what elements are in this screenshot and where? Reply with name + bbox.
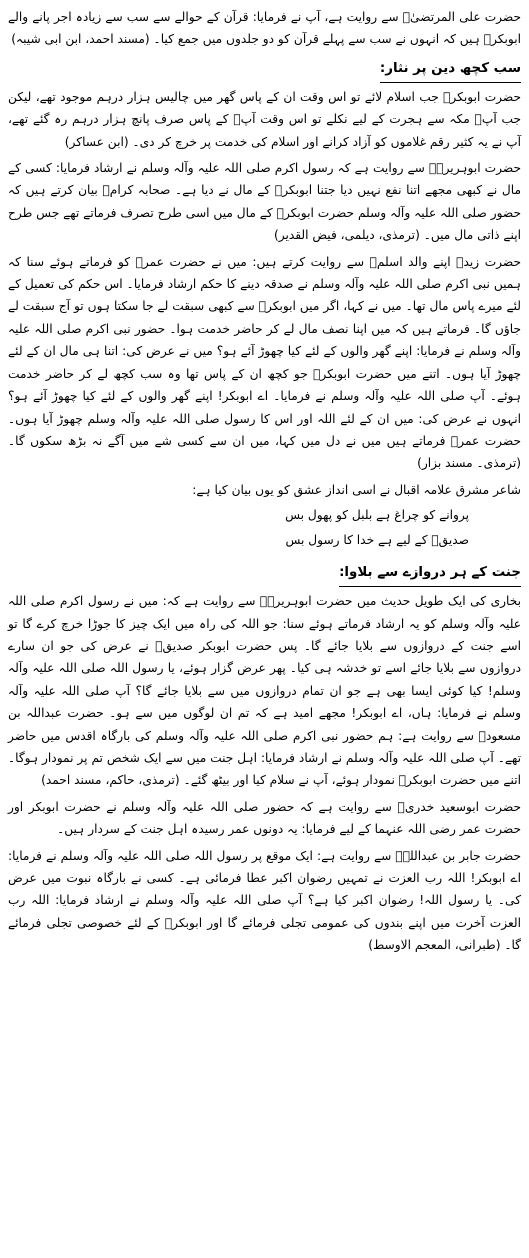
- section-heading-sacrifice: سب کچھ دین پر نثار:: [380, 57, 521, 83]
- paragraph-bukhari-gates: بخاری کی ایک طویل حدیث میں حضرت ابوہریرہؓ سے روایت ہے کہ: میں نے رسول اکرم صلی اللہ علیہ وآلہ وسلم کو یہ ارشاد فرماتے ہوئے سنا: جو اللہ کی راہ میں ایک چیز کا جوڑا خرچ کرے گا تو اسے جنت کے دروازوں سے بلایا جائے گا۔ پس حضرت ابوبکر صدیقؓ نے عرض کی جو ان سارے دروازوں سے بلایا جائے اسے تو خدشہ ہی کیا۔ پھر عرض گزار ہوئے، یا رسول اللہ صلی اللہ علیہ وآلہ وسلم! کیا کوئی ایسا بھی ہے جو ان تمام دروازوں میں سے بلایا جائے گا؟ آپ صلی اللہ علیہ وآلہ وسلم نے فرمایا: ہاں، اے ابوبکر! مجھے امید ہے کہ تم ان لوگوں میں سے ہو۔ حضرت عبداللہ بن مسعودؓ سے روایت ہے: ہم حضور نبی اکرم صلی اللہ علیہ وآلہ وسلم کی بارگاہ اقدس میں حاضر تھے۔ آپ صلی اللہ علیہ وآلہ وسلم نے ارشاد فرمایا: اہل جنت میں سے ایک شخص تم پر نمودار ہوگا۔ اتنے میں حضرت ابوبکرؓ نمودار ہوئے، آپ نے سلام کیا اور بیٹھ گئے۔ (ترمذی، حاکم، مسند احمد): [8, 594, 521, 788]
- paragraph-ali-quran: حضرت علی المرتضیٰؓ سے روایت ہے، آپ نے فرمایا: قرآن کے حوالے سے سب سے زیادہ اجر پانے والے ابوبکرؓ ہیں کہ انہوں نے سب سے پہلے قرآن کو دو جلدوں میں جمع کیا۔ (مسند احمد، ابن ابی شیبہ): [8, 10, 521, 47]
- paragraph-abu-saeed: حضرت ابوسعید خدریؓ سے روایت ہے کہ حضور صلی اللہ علیہ وآلہ وسلم نے حضرت ابوبکر اور حضرت عمر رضی اللہ عنہما کے لیے فرمایا: یہ دونوں عمر رسیدہ اہل جنت کے سردار ہیں۔: [8, 799, 521, 837]
- section-heading-paradise-gates: جنت کے ہر دروازے سے بلاوا:: [339, 561, 521, 587]
- section-sacrifice: [8, 55, 521, 553]
- poem-line-2: صدیقؓ کے لیے ہے خدا کا رسول بس: [285, 533, 469, 548]
- paragraph-abu-hurairah-wealth: حضرت ابوہریرہؓ سے روایت ہے کہ رسول اکرم صلی اللہ علیہ وآلہ وسلم نے ارشاد فرمایا: کسی کے مال نے کبھی مجھے اتنا نفع نہیں دیا جتنا ابوبکرؓ کے مال نے دیا ہے۔ صحابہ کرامؓ بیان کرتے ہیں کہ حضور صلی اللہ علیہ وآلہ وسلم حضرت ابوبکرؓ کے مال میں اسی طرح تصرف فرماتے تھے جس طرح اپنے ذاتی مال میں۔ (ترمذی، دیلمی، فیض القدیر): [8, 161, 521, 243]
- paragraph-wealth: حضرت ابوبکرؓ جب اسلام لائے تو اس وقت ان کے پاس گھر میں چالیس ہزار درہم موجود تھے، لیکن جب آپؓ مکہ سے ہجرت کے لیے نکلے تو اس وقت آپؓ کے پاس صرف پانچ ہزار درہم رہ گئے تھے، آپ نے یہ کثیر رقم غلاموں کو آزاد کرانے اور اسلام کی خدمت پر خرچ کر دی۔ (ابن عساکر): [8, 89, 521, 149]
- poem-intro: شاعر مشرق علامہ اقبال نے اسی انداز عشق کو یوں بیان کیا ہے:: [192, 482, 521, 497]
- poem-couplet: [8, 503, 469, 553]
- section-paradise-gates: [8, 559, 521, 957]
- paragraph-umar-charity: حضرت زیدؓ اپنے والد اسلمؓ سے روایت کرتے ہیں: میں نے حضرت عمرؓ کو فرماتے ہوئے سنا کہ ہمیں نبی اکرم صلی اللہ علیہ وآلہ وسلم نے صدقہ دینے کا حکم ارشاد فرمایا۔ اس حکم کی تعمیل کے لئے میرے پاس مال تھا۔ میں نے کہا، اگر میں ابوبکرؓ سے کبھی سبقت لے جا سکتا ہوں تو آج سبقت لے جاؤں گا۔ فرماتے ہیں کہ میں اپنا نصف مال لے کر حاضر خدمت ہوا۔ حضور نبی اکرم صلی اللہ علیہ وآلہ وسلم نے فرمایا: اپنے گھر والوں کے لئے کیا چھوڑ آئے ہو؟ میں نے عرض کی: اتنا ہی مال ان کے لئے چھوڑ آیا ہوں۔ اتنے میں حضرت ابوبکرؓ جو کچھ ان کے پاس تھا وہ سب کچھ لے کر حاضر خدمت ہوئے۔ آپ صلی اللہ علیہ وآلہ وسلم نے فرمایا۔ اے ابوبکر! اپنے گھر والوں کے لئے کیا چھوڑ آئے ہو؟ انہوں نے عرض کی: میں ان کے لئے اللہ اور اس کا رسول صلی اللہ علیہ وآلہ وسلم چھوڑ آیا ہوں۔ حضرت عمرؓ فرماتے ہیں میں نے دل میں کہا، میں ان سے کسی شے میں آگے نہ بڑھ سکوں گا۔ (ترمذی۔ مسند بزار): [8, 254, 521, 471]
- poem-line-1: پروانے کو چراغ ہے بلبل کو پھول بس: [285, 508, 469, 523]
- paragraph-jabir-ridwan: حضرت جابر بن عبداللہؓ سے روایت ہے: ایک موقع پر رسول اللہ صلی اللہ علیہ وآلہ وسلم نے فرمایا: اے ابوبکر! اللہ رب العزت نے تمہیں رضوان اکبر عطا فرمائی ہے۔ کسی نے بارگاہ نبوت میں عرض کی۔ یا رسول اللہ! رضوان اکبر کیا ہے؟ آپ صلی اللہ علیہ وآلہ وسلم نے ارشاد فرمایا: اللہ رب العزت آخرت میں اپنے بندوں کی عمومی تجلی فرمائے گا اور ابوبکرؓ کے لئے خصوصی تجلی فرمائے گا۔ (طبرانی، المعجم الاوسط): [8, 848, 521, 953]
